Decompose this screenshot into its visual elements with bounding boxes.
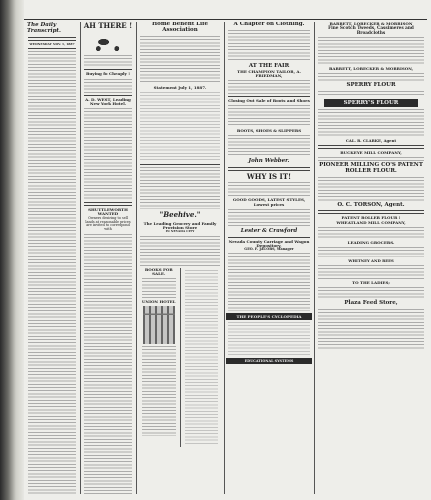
ad-heading: PATENT ROLLER FLOUR ! (341, 215, 401, 221)
masthead-title: The Daily Transcript. (27, 22, 61, 34)
ad-subtext: Owners desiring to sell lands at reasonable prices are invited to correspond with (85, 216, 131, 231)
ad-heading: "Beehive." (159, 209, 201, 219)
ad-heading: A. D. WEST, Leading New York Hotel. (85, 96, 131, 106)
ad-heading: EDUCATIONAL SYSTEMS (226, 358, 312, 364)
masthead-rule (28, 37, 76, 41)
column-3: Home Benefit Life Association Statement July 1, 1887. "Beehive." The Leading Grocery and Family Provision Store IN NEVADA CITY BOOKS FOR SALE. UNION HOTEL (138, 22, 222, 494)
column-5: BARRETT, LOBECKER & MORRISON Fine Scotch Tweeds, Cassimeres and Broadcloths BARRETT, LOBECKER & MORRISON, SPERRY FLOUR SPERRY'S FLOUR CAL. R. CLARKE, Agent BUCKEYE MILL COMPANY, PIONEER MILLING CO'S PATENT ROLLER FLOUR. O. C. TORSON, Agent. PATENT ROLLER FLOUR ! WHEATLAND MILL COMPANY, LEADING GROCERS. WHITNEY AND REES TO THE LADIES; Plaza Feed Store, (316, 22, 426, 494)
ad-heading: LEADING GROCERS. (347, 239, 395, 245)
ad-heading: TO THE LADIES; (352, 279, 390, 285)
ad-heading: SHUTTLEWORTH WANTED (88, 206, 128, 217)
article-headline: A Chapter on Clothing. (233, 22, 305, 27)
ad-heading: Buying fo Cheaply ! (85, 71, 131, 77)
column-2 (82, 22, 134, 494)
ad-heading: BOOKS FOR SALE. (144, 266, 173, 276)
ad-heading: Nevada County Carriage and Wagon Depository, (228, 238, 310, 248)
ad-subheading: THE CHAMPION TAILOR, A. FRIEDMAN, (237, 68, 301, 78)
ad-heading: PIONEER MILLING CO'S PATENT ROLLER FLOUR. (319, 162, 423, 174)
ad-heading: UNION HOTEL (141, 298, 176, 304)
ad-heading: SPERRY FLOUR (346, 82, 396, 89)
ad-heading: WHY IS IT! (246, 172, 292, 182)
ad-heading: WHEATLAND MILL COMPANY, (336, 219, 406, 225)
ad-heading: The Leading Grocery and Family Provision Store (143, 221, 217, 231)
rule (28, 48, 76, 49)
ad-heading: BOOTS, SHOES & SLIPPERS (236, 128, 302, 134)
ad-heading: BARRETT, LOBECKER & MORRISON (329, 22, 413, 26)
ad-heading: THE PEOPLE'S CYCLOPEDIA (226, 313, 312, 320)
column-4: A Chapter on Clothing. AT THE FAIR THE CHAMPION TAILOR, A. FRIEDMAN, Closing Out Sale of Boots and Shoes BOOTS, SHOES & SLIPPERS John Webber. WHY IS IT! GOOD GOODS, LATEST STYLES, Lowest prices Lester & Crawford Nevada County Carriage and Wagon Depository, GEO. F. JACOBS, Manager THE PEOPLE'S CYCLOPEDIA EDUCATIONAL SYSTEMS (226, 22, 312, 494)
article-headline: Home Benefit Life Association (151, 22, 209, 33)
ad-banner: SPERRY'S FLOUR (324, 99, 418, 107)
ad-heading: AT THE FAIR (248, 62, 290, 69)
column-rule (136, 22, 137, 494)
top-border (24, 19, 427, 20)
ad-heading: John Webber. (248, 158, 290, 165)
ad-heading: O. C. TORSON, Agent. (337, 201, 405, 208)
ad-heading: AH THERE ! (83, 22, 133, 30)
column-rule (80, 22, 81, 494)
column-rule (224, 22, 225, 494)
article-text (28, 51, 76, 494)
ad-heading: Plaza Feed Store, (344, 300, 398, 307)
ad-heading: Closing Out Sale of Boots and Shoes (228, 97, 310, 103)
column-rule (314, 22, 315, 494)
ad-heading: Lester & Crawford (240, 227, 298, 234)
article-subheading: Statement July 1, 1887. (153, 84, 207, 90)
masthead-dateline: WEDNESDAY NOV. 1, 1887 (29, 41, 75, 46)
binding-shadow (0, 0, 24, 500)
ad-heading: BUCKEYE MILL COMPANY, (340, 149, 402, 155)
horse-carriage-illustration (86, 31, 130, 53)
ad-heading: GOOD GOODS, LATEST STYLES, Lowest prices (232, 197, 306, 207)
hotel-illustration (143, 306, 175, 344)
ad-heading: BARRETT, LOBECKER & MORRISON, (328, 66, 414, 71)
column-1 (26, 22, 78, 494)
